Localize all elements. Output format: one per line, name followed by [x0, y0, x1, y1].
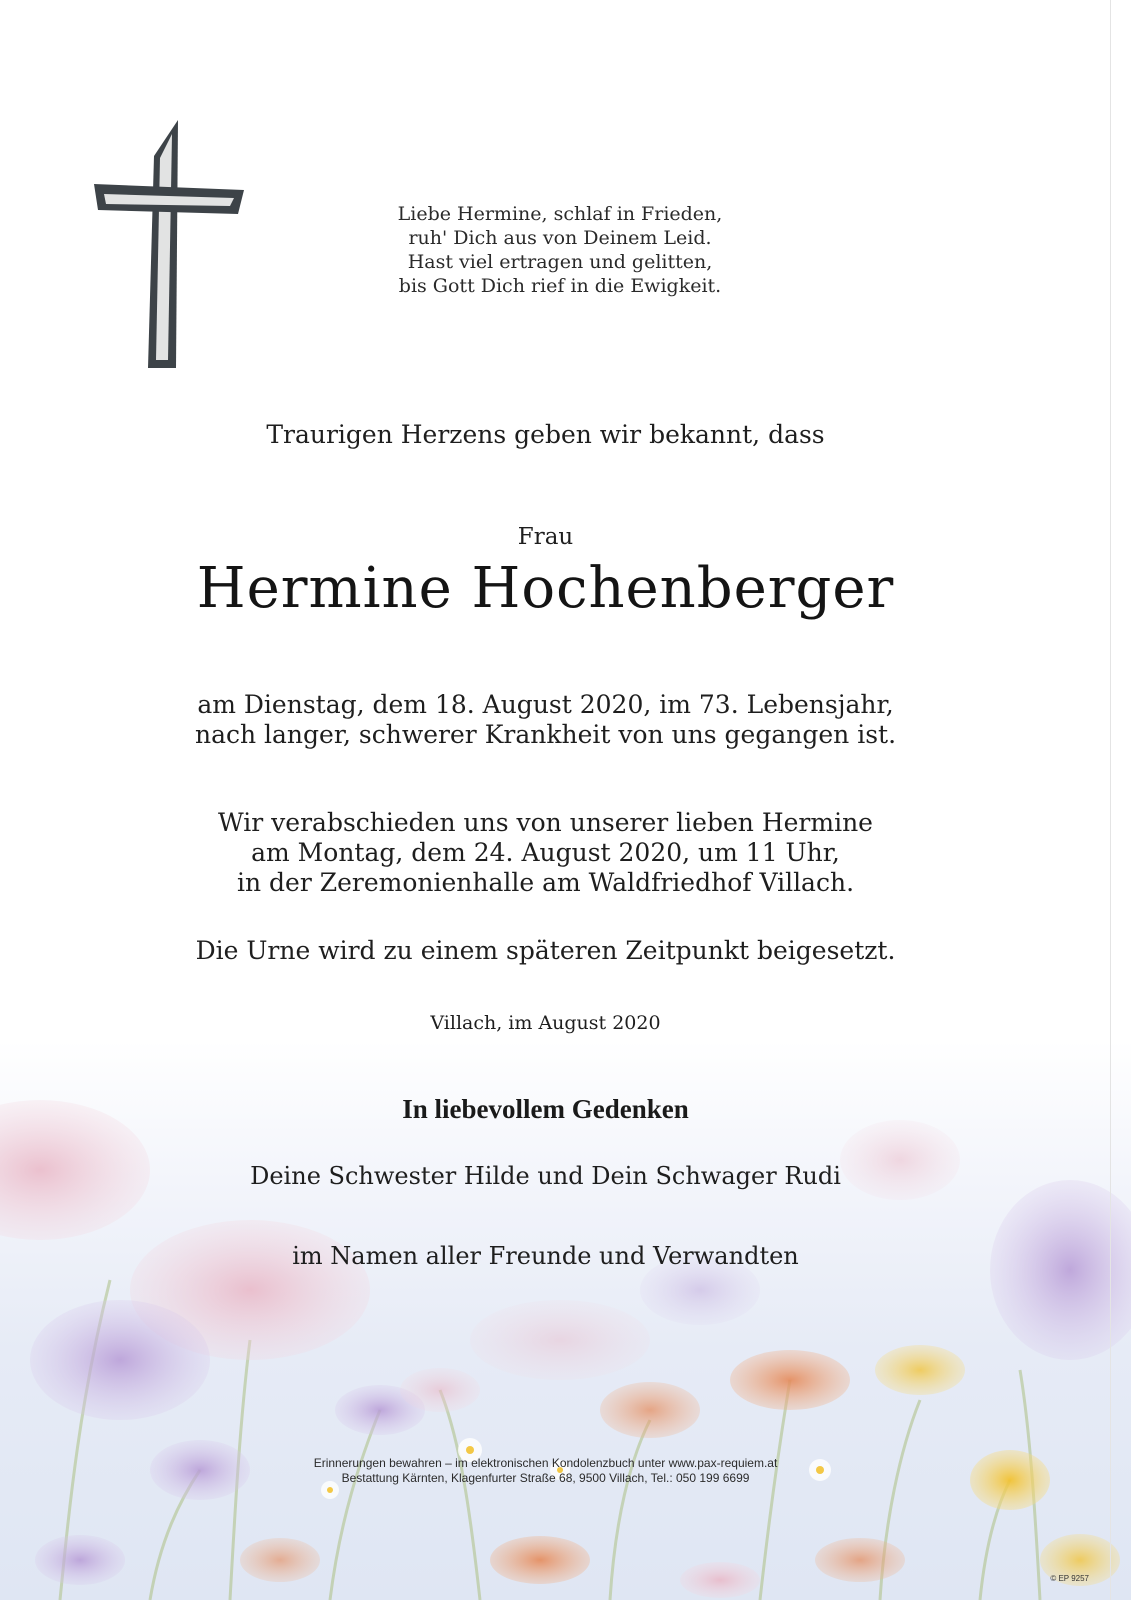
deceased-name: Hermine Hochenberger	[196, 556, 895, 621]
memorial-poem	[330, 202, 790, 298]
poem-line: Hast viel ertragen und gelitten,	[407, 251, 713, 273]
farewell-line: am Montag, dem 24. August 2020, um 11 Uhr,	[251, 838, 840, 867]
print-code: © EP 9257	[1050, 1574, 1089, 1583]
remembrance-heading: In liebevollem Gedenken	[402, 1094, 689, 1124]
death-details	[0, 690, 1091, 750]
farewell-line: in der Zeremonienhalle am Waldfriedhof Villach.	[236, 868, 855, 897]
funeral-home-footer	[0, 1456, 1091, 1486]
place-date: Villach, im August 2020	[430, 1012, 661, 1034]
farewell-details	[0, 808, 1091, 898]
poem-line: Liebe Hermine, schlaf in Frieden,	[397, 203, 723, 225]
poem-line: ruh' Dich aus von Deinem Leid.	[408, 227, 712, 249]
cross-icon	[92, 118, 252, 378]
page-edge-divider	[1110, 0, 1111, 1600]
footer-line: Bestattung Kärnten, Klagenfurter Straße 68, 9500 Villach, Tel.: 050 199 6699	[341, 1471, 750, 1485]
footer-line: Erinnerungen bewahren – im elektronischen Kondolenzbuch unter www.pax-requiem.at	[313, 1456, 778, 1470]
death-line: nach langer, schwerer Krankheit von uns gegangen ist.	[194, 720, 897, 749]
intro-text: Traurigen Herzens geben wir bekannt, dass	[266, 420, 825, 449]
urn-notice: Die Urne wird zu einem späteren Zeitpunkt beigesetzt.	[195, 936, 896, 965]
poem-line: bis Gott Dich rief in die Ewigkeit.	[398, 275, 722, 297]
relatives-signature: im Namen aller Freunde und Verwandten	[292, 1242, 799, 1270]
farewell-line: Wir verabschieden uns von unserer lieben Hermine	[218, 808, 873, 837]
death-line: am Dienstag, dem 18. August 2020, im 73. Lebensjahr,	[197, 690, 894, 719]
salutation: Frau	[517, 524, 574, 550]
family-signature: Deine Schwester Hilde und Dein Schwager Rudi	[250, 1162, 841, 1190]
